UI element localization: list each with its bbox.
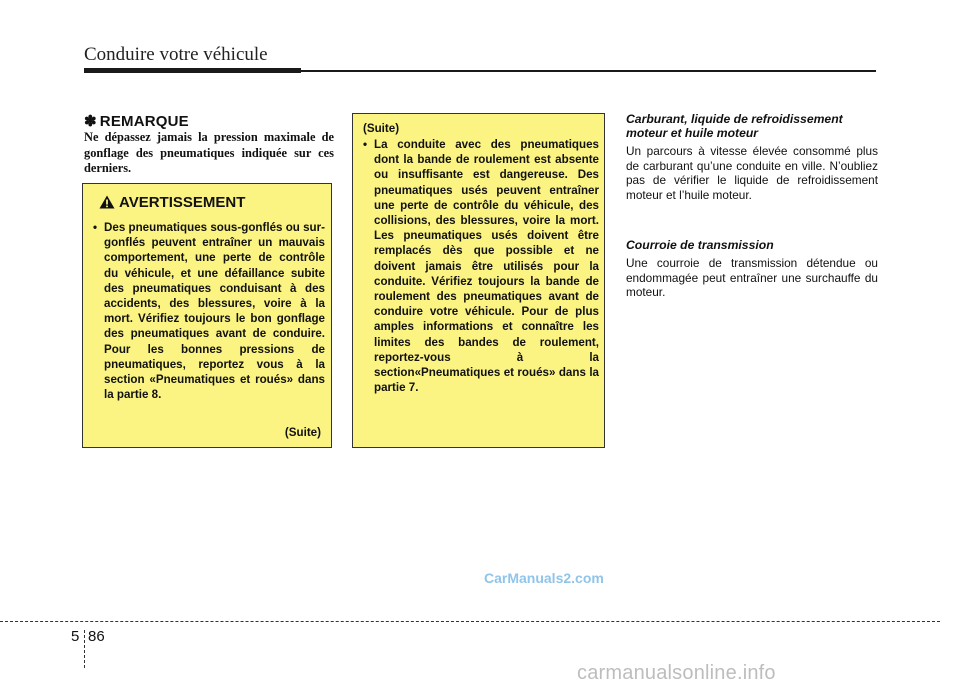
continued-list (363, 137, 599, 395)
footer-dashed-rule (0, 621, 940, 622)
bullet-icon: • (93, 221, 98, 234)
warning-item (93, 220, 325, 402)
continued-suite: (Suite) (363, 122, 400, 135)
continued-text: La conduite avec des pneumatiques dont la bande de roulement est absente ou insuffisante est dangereuse. Des pneumatiques usés peuvent entraîner une perte de contrôle du véhicule, des collisions, des blessures, voire la mort. Les pneumatiques usés doivent être remplacés dès que possible et ne doivent jamais être utilisés pour la conduite. Vérifiez toujours la bande de roulement des pneumatiques avant de conduire votre véhicule. Pour de plus amples informations et connaître les limites des bandes de roulement, reportez-vous à la section«Pneumatiques et roués» dans la partie 7. (374, 138, 599, 395)
warning-list (93, 220, 325, 402)
continued-item (363, 137, 599, 395)
warning-triangle-icon (99, 195, 115, 209)
remarque-body: Ne dépassez jamais la pression maximale de gonflage des pneumatiques indiquée sur ces derniers. (84, 130, 334, 176)
warning-title: AVERTISSEMENT (119, 194, 246, 211)
header-rule-thick (84, 68, 301, 73)
continued-warning-box (352, 113, 605, 448)
section-body-carburant: Un parcours à vitesse élevée consommé plus de carburant qu’une conduite en ville. N’oubliez pas de vérifier le liquide de refroidissement moteur et l’huile moteur. (626, 144, 878, 202)
warning-box (82, 183, 332, 448)
page-number: 86 (88, 628, 105, 645)
remarque-heading (84, 112, 189, 130)
carmanuals-watermark: CarManuals2.com (484, 570, 604, 586)
section-body-courroie: Une courroie de transmission détendue ou endommagée peut entraîner une surchauffe du moteur. (626, 256, 878, 300)
star-icon: ✽ (84, 113, 97, 130)
remarque-title: REMARQUE (99, 113, 189, 130)
site-watermark: carmanualsonline.info (577, 662, 776, 684)
warning-heading (99, 194, 245, 211)
page-header-title: Conduire votre véhicule (84, 44, 268, 65)
section-title-courroie: Courroie de transmission (626, 238, 774, 252)
footer-vertical-rule (84, 630, 85, 668)
bullet-icon: • (363, 138, 368, 151)
section-title-carburant: Carburant, liquide de refroidissement moteur et huile moteur (626, 112, 843, 140)
chapter-number: 5 (71, 628, 80, 645)
warning-text: Des pneumatiques sous-gonflés ou sur-gonflés peuvent entraîner un mauvais comportement, une perte de contrôle du véhicule, et une défaillance subite des pneumatiques conduisant à des accidents, des blessures, voire à la mort. Vérifiez toujours le bon gonflage des pneumatiques avant de conduire. Pour les bonnes pressions de pneumatiques, reportez vous à la section «Pneumatiques et roués» dans la partie 8. (104, 221, 325, 402)
warning-suite: (Suite) (284, 426, 321, 439)
header-rule-thin (301, 70, 876, 72)
